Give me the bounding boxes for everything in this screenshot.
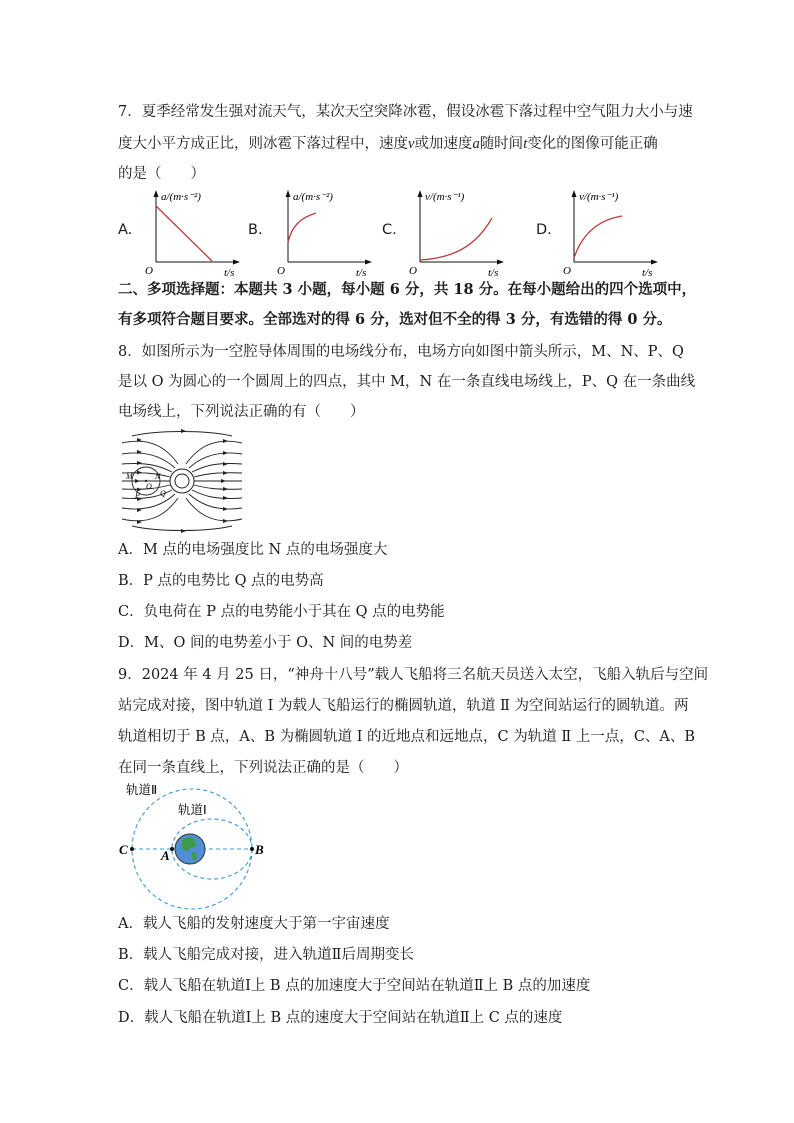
q7-option-d-letter: D. [536,222,552,238]
q9-line-3: 轨道相切于 B 点，A、B 为椭圆轨道 Ⅰ 的近地点和远地点，C 为轨道 Ⅱ 上一点，C、A、B [118,729,696,745]
q7-graph-a-xlabel: t/s [224,267,235,279]
q7-text-a: 度大小平方成正比，则冰雹下落过程中，速度 [118,136,408,152]
q7-graph-c-xlabel: t/s [488,267,499,279]
q7-graph-d [558,188,668,278]
q9-label-c: C [119,842,128,857]
q9-line-1: 9．2024 年 4 月 25 日，“神舟十八号”载人飞船将三名航天员送入太空，飞船入轨后与空间 [118,667,709,683]
q7-line-1: 7．夏季经常发生强对流天气，某次天空突降冰雹，假设冰雹下落过程中空气阻力大小与速 [118,104,693,120]
q8-option-b: B．P 点的电势比 Q 点的电势高 [118,573,324,589]
q8-line-2: 是以 O 为圆心的一个圆周上的四点，其中 M，N 在一条直线电场线上，P、Q 在一条曲线 [118,374,696,390]
q8-option-c: C．负电荷在 P 点的电势能小于其在 Q 点的电势能 [118,604,445,620]
q8-option-d: D．M、O 间的电势差小于 O、N 间的电势差 [118,635,413,651]
q8-line-1: 8．如图所示为一空腔导体周围的电场线分布，电场方向如图中箭头所示，M、N、P、Q [118,344,684,360]
q9-label-a: A [161,848,170,863]
q7-text-b: 或加速度 [414,136,473,152]
q7-option-c-letter: C. [382,222,397,238]
q8-label-o: O [146,482,152,491]
q8-label-n: N [155,472,161,481]
section2-heading-line-1: 二、多项选择题：本题共 3 小题，每小题 6 分，共 18 分。在每小题给出的四个选项中， [118,281,697,298]
q7-text-c: 随时间 [479,136,524,152]
q7-graph-c-origin: O [409,265,417,277]
q8-label-p: P [135,491,140,500]
q7-option-a-letter: A. [118,222,133,238]
q7-graph-b-ylabel: a/(m·s⁻²) [293,191,333,203]
q9-line-4: 在同一条直线上，下列说法正确的是（ ） [118,760,408,776]
q7-graph-b [272,188,382,278]
q9-option-d: D．载人飞船在轨道Ⅰ上 B 点的速度大于空间站在轨道Ⅱ上 C 点的速度 [118,1010,563,1026]
q9-line-2: 站完成对接，图中轨道 Ⅰ 为载人飞船运行的椭圆轨道，轨道 Ⅱ 为空间站运行的圆轨道。两 [118,698,689,714]
q9-orbit-figure [118,782,268,912]
q7-graph-a-ylabel: a/(m·s⁻²) [161,191,201,203]
q7-graph-a-origin: O [145,265,153,277]
q9-label-b: B [255,842,264,857]
q7-text-d: 变化的图像可能正确 [527,136,658,152]
q7-graph-c [404,188,514,278]
q9-option-a: A．载人飞船的发射速度大于第一宇宙速度 [118,916,390,932]
q9-option-b: B．载人飞船完成对接，进入轨道Ⅱ后周期变长 [118,947,415,963]
q7-option-b-letter: B. [248,222,263,238]
q9-label-orbit1: 轨道Ⅰ [178,803,207,817]
q7-graph-b-origin: O [277,265,285,277]
section2-heading-line-2: 有多项符合题目要求。全部选对的得 6 分，选对但不全的得 3 分，有选错的得 0 分。 [118,311,672,328]
q7-line-3: 的是（ ） [118,166,205,182]
q7-var-a: a [472,136,480,152]
q9-label-orbit2: 轨道Ⅱ [126,783,158,797]
q7-graph-d-ylabel: v/(m·s⁻¹) [579,191,619,203]
q8-line-3: 电场线上，下列说法正确的有（ ） [118,404,365,420]
q7-var-v: v [408,136,415,152]
q7-graph-d-origin: O [563,265,571,277]
q9-option-c: C．载人飞船在轨道Ⅰ上 B 点的加速度大于空间站在轨道Ⅱ上 B 点的加速度 [118,978,591,994]
q7-graph-b-xlabel: t/s [356,267,367,279]
q8-label-q: Q [160,489,166,498]
q7-line-2 [118,134,658,154]
q7-graph-d-xlabel: t/s [642,267,653,279]
q8-option-a: A．M 点的电场强度比 N 点的电场强度大 [118,542,388,558]
q7-graph-a [140,188,250,278]
q8-field-figure [118,430,248,530]
q7-var-t: t [523,136,528,152]
q8-label-m: M [126,472,133,481]
q7-graph-c-ylabel: v/(m·s⁻¹) [425,191,465,203]
